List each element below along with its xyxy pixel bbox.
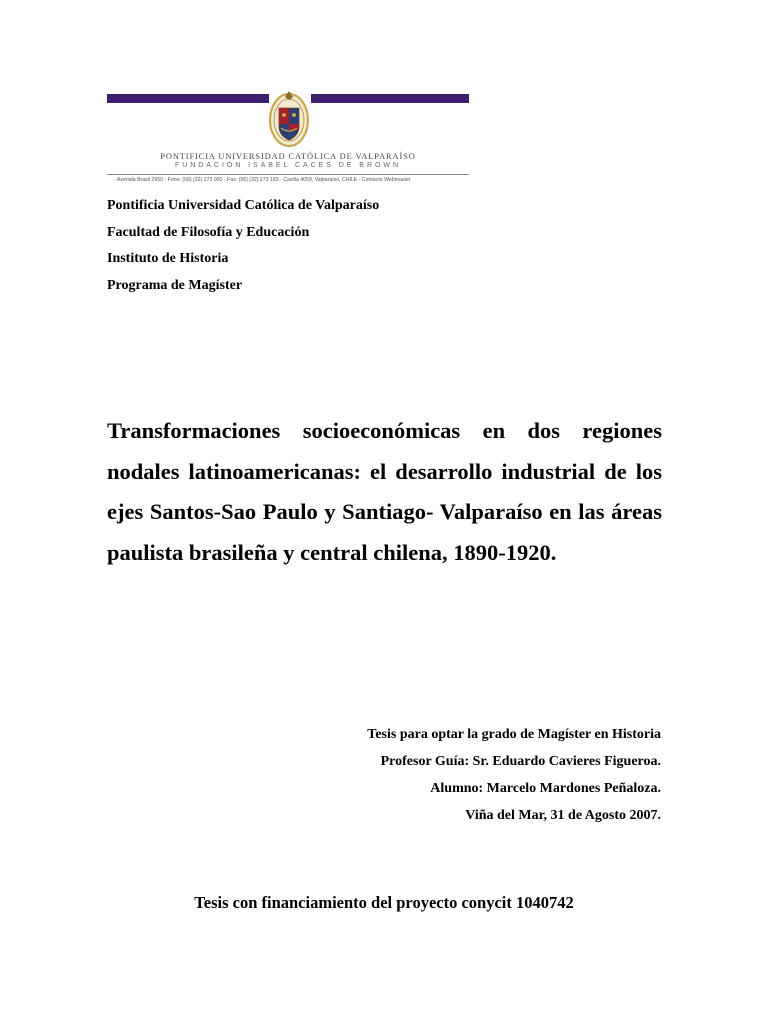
thesis-student: Alumno: Marcelo Mardones Peñaloza. [430,781,661,796]
header-bar-left [107,94,269,103]
thesis-info [367,721,661,829]
institution-block [107,193,379,299]
thesis-title: Transformaciones socioeconómicas en dos regiones nodales latinoamericanas: el desarrollo industrial de los ejes Santos-Sao Paulo y Santiago- Valparaíso en las áreas paulista brasileña y central chilena, 1890-1920. [107,418,662,565]
institution-program: Programa de Magíster [107,277,243,293]
thesis-date: Viña del Mar, 31 de Agosto 2007. [465,808,661,823]
header-foundation: FUNDACIÓN ISABEL CACES DE BROWN [174,161,401,169]
header-university-name: PONTIFICIA UNIVERSIDAD CATÓLICA DE VALPARAÍSO [160,152,416,161]
funding-note: Tesis con financiamiento del proyecto conycit 1040742 [194,893,574,912]
header-contact: Avenida Brasil 2950 - Fono: (56) (32) 273 000 - Fax: (56) (32) 273 183 - Casilla 4059, Valparaíso, CHILE - Contacto Webmaster [107,174,469,183]
university-header [107,88,469,184]
institution-university: Pontificia Universidad Católica de Valparaíso [107,198,380,213]
university-crest-icon [268,88,310,148]
thesis-degree: Tesis para optar la grado de Magíster en Historia [367,727,661,742]
header-bar-right [311,94,469,103]
thesis-advisor: Profesor Guía: Sr. Eduardo Cavieres Figueroa. [380,754,661,769]
institution-institute: Instituto de Historia [107,251,229,266]
institution-faculty: Facultad de Filosofía y Educación [107,224,310,240]
